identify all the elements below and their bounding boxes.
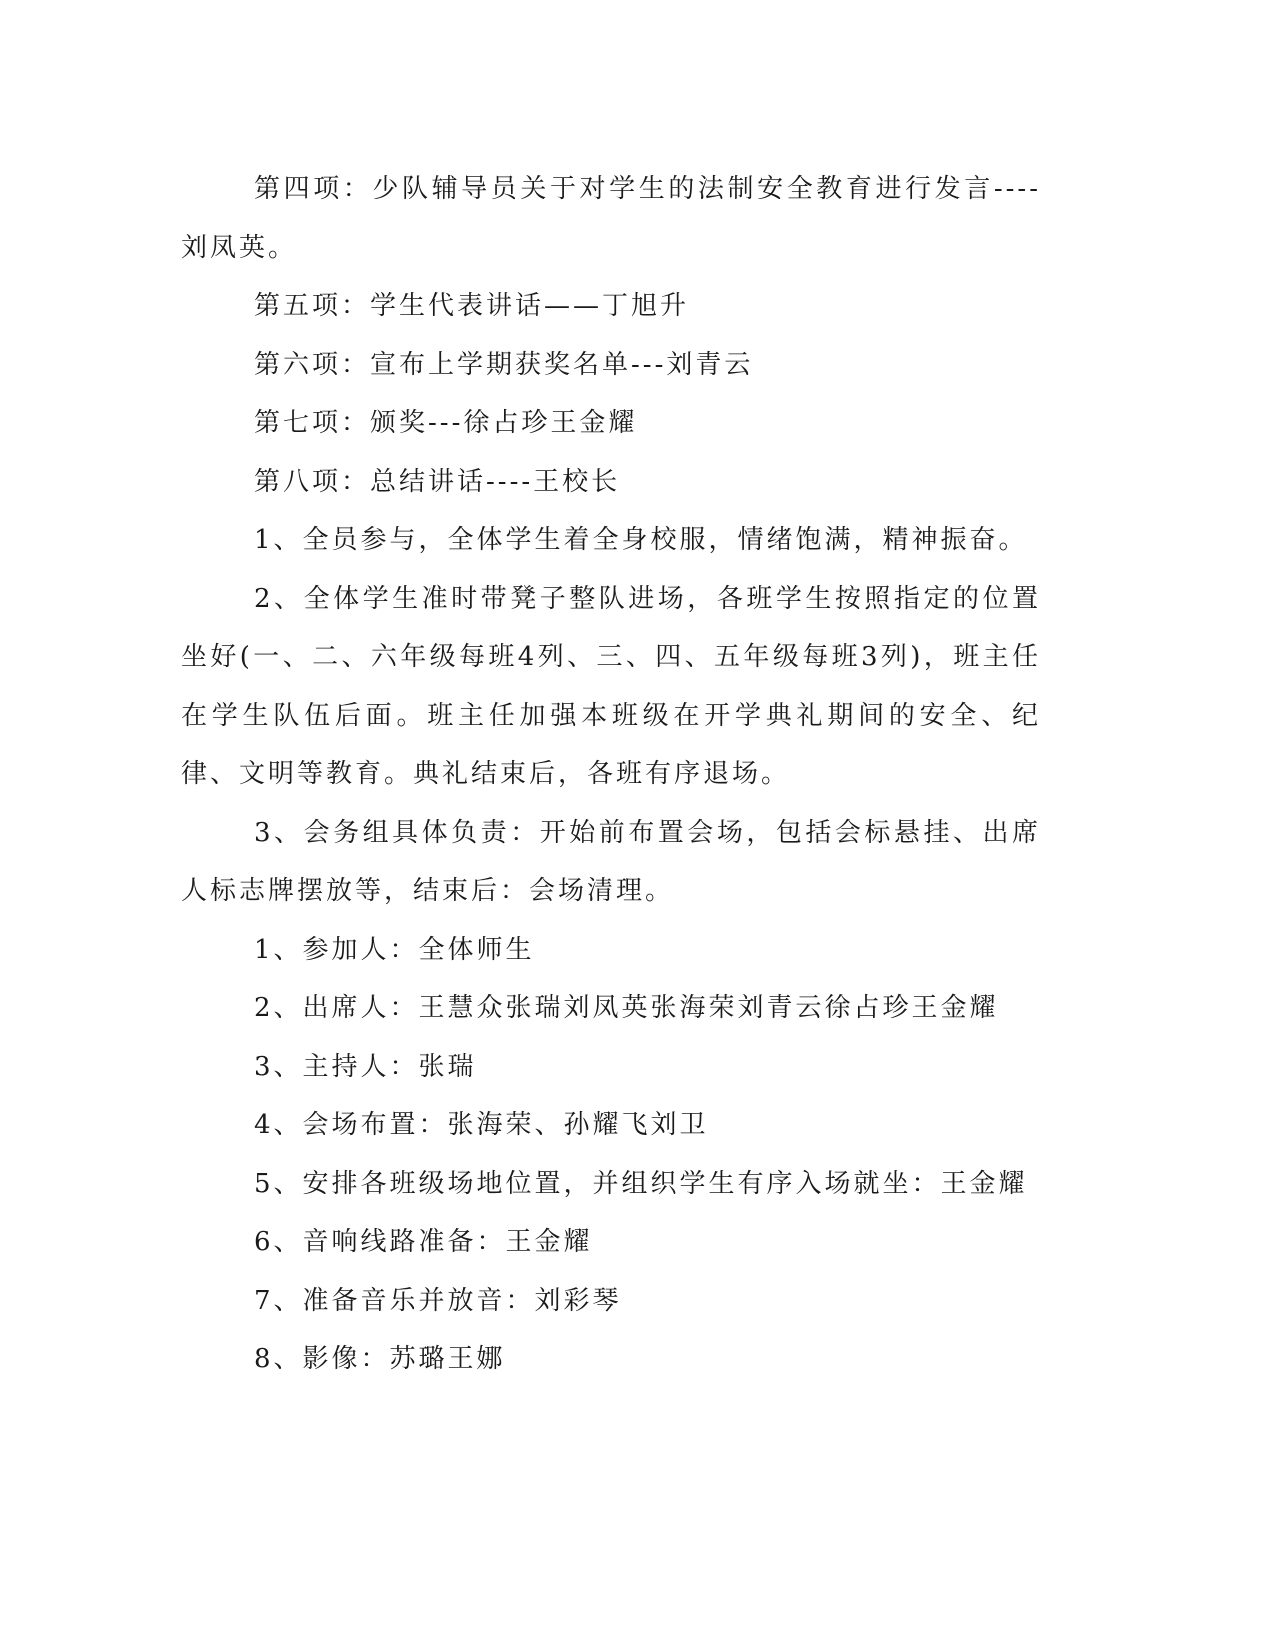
requirement-2: 2、全体学生准时带凳子整队进场，各班学生按照指定的位置坐好(一、二、六年级每班4列、三、四、五年级每班3列)，班主任在学生队伍后面。班主任加强本班级在开学典礼期间的安全、纪律、文明等教育。典礼结束后，各班有序退场。 (181, 583, 1041, 789)
staff-audio: 6、音响线路准备：王金耀 (254, 1227, 593, 1257)
paragraph-item-8: 第八项：总结讲话----王校长 (254, 466, 621, 497)
paragraph-item-4: 第四项：少队辅导员关于对学生的法制安全教育进行发言----刘凤英。 (181, 174, 1041, 263)
staff-venue-setup: 4、会场布置：张海荣、孙耀飞刘卫 (254, 1110, 709, 1140)
staff-attendees: 2、出席人：王慧众张瑞刘凤英张海荣刘青云徐占珍王金耀 (254, 993, 999, 1023)
paragraph-item-5: 第五项：学生代表讲话——丁旭升 (254, 291, 690, 321)
staff-seating: 5、安排各班级场地位置，并组织学生有序入场就坐：王金耀 (254, 1168, 1028, 1199)
requirement-1: 1、全员参与，全体学生着全身校服，情绪饱满，精神振奋。 (254, 525, 1028, 555)
paragraph-item-6: 第六项：宣布上学期获奖名单---刘青云 (254, 349, 754, 380)
paragraph-item-7: 第七项：颁奖---徐占珍王金耀 (254, 408, 638, 438)
staff-video: 8、影像：苏璐王娜 (254, 1344, 506, 1374)
staff-participants: 1、参加人：全体师生 (254, 934, 535, 965)
staff-host: 3、主持人：张瑞 (254, 1051, 477, 1082)
requirement-3: 3、会务组具体负责：开始前布置会场，包括会标悬挂、出席人标志牌摆放等，结束后：会场清理。 (181, 817, 1041, 906)
staff-music: 7、准备音乐并放音：刘彩琴 (254, 1285, 622, 1316)
document-body (181, 160, 1041, 1389)
